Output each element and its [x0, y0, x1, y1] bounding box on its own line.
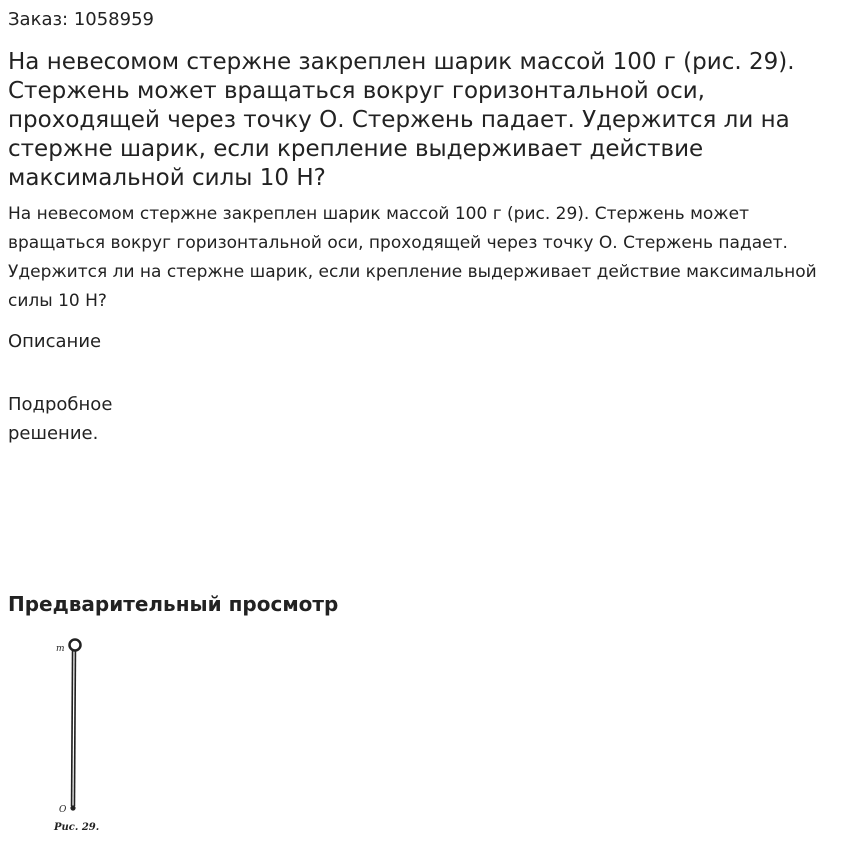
detailed-solution-line-2: решение. [8, 423, 99, 444]
ball [70, 640, 81, 651]
preview-figure [44, 634, 114, 840]
problem-title: На невесомом стержне закреплен шарик массой 100 г (рис. 29). Стержень может вращаться вокруг горизонтальной оси, проходящей через точку О. Стержень падает. Удержится ли на стержне шарик, если крепление выдерживает действие максимальной силы 10 Н? [8, 49, 795, 191]
pivot-label: O [59, 805, 67, 815]
pivot-point [70, 805, 75, 810]
detailed-solution-label [8, 390, 112, 448]
mass-label: m [56, 644, 65, 654]
description-label: Описание [8, 331, 102, 352]
detailed-solution-line-1: Подробное [8, 394, 113, 415]
rod-diagram [44, 634, 114, 819]
figure-caption: Рис. 29. [54, 822, 100, 833]
order-number: Заказ: 1058959 [8, 9, 154, 30]
problem-text: На невесомом стержне закреплен шарик массой 100 г (рис. 29). Стержень может вращаться вокруг горизонтальной оси, проходящей через точку О. Стержень падает. Удержится ли на стержне шарик, если крепление выдерживает действие максимальной силы 10 Н? [8, 204, 817, 311]
preview-heading: Предварительный просмотр [8, 592, 339, 616]
